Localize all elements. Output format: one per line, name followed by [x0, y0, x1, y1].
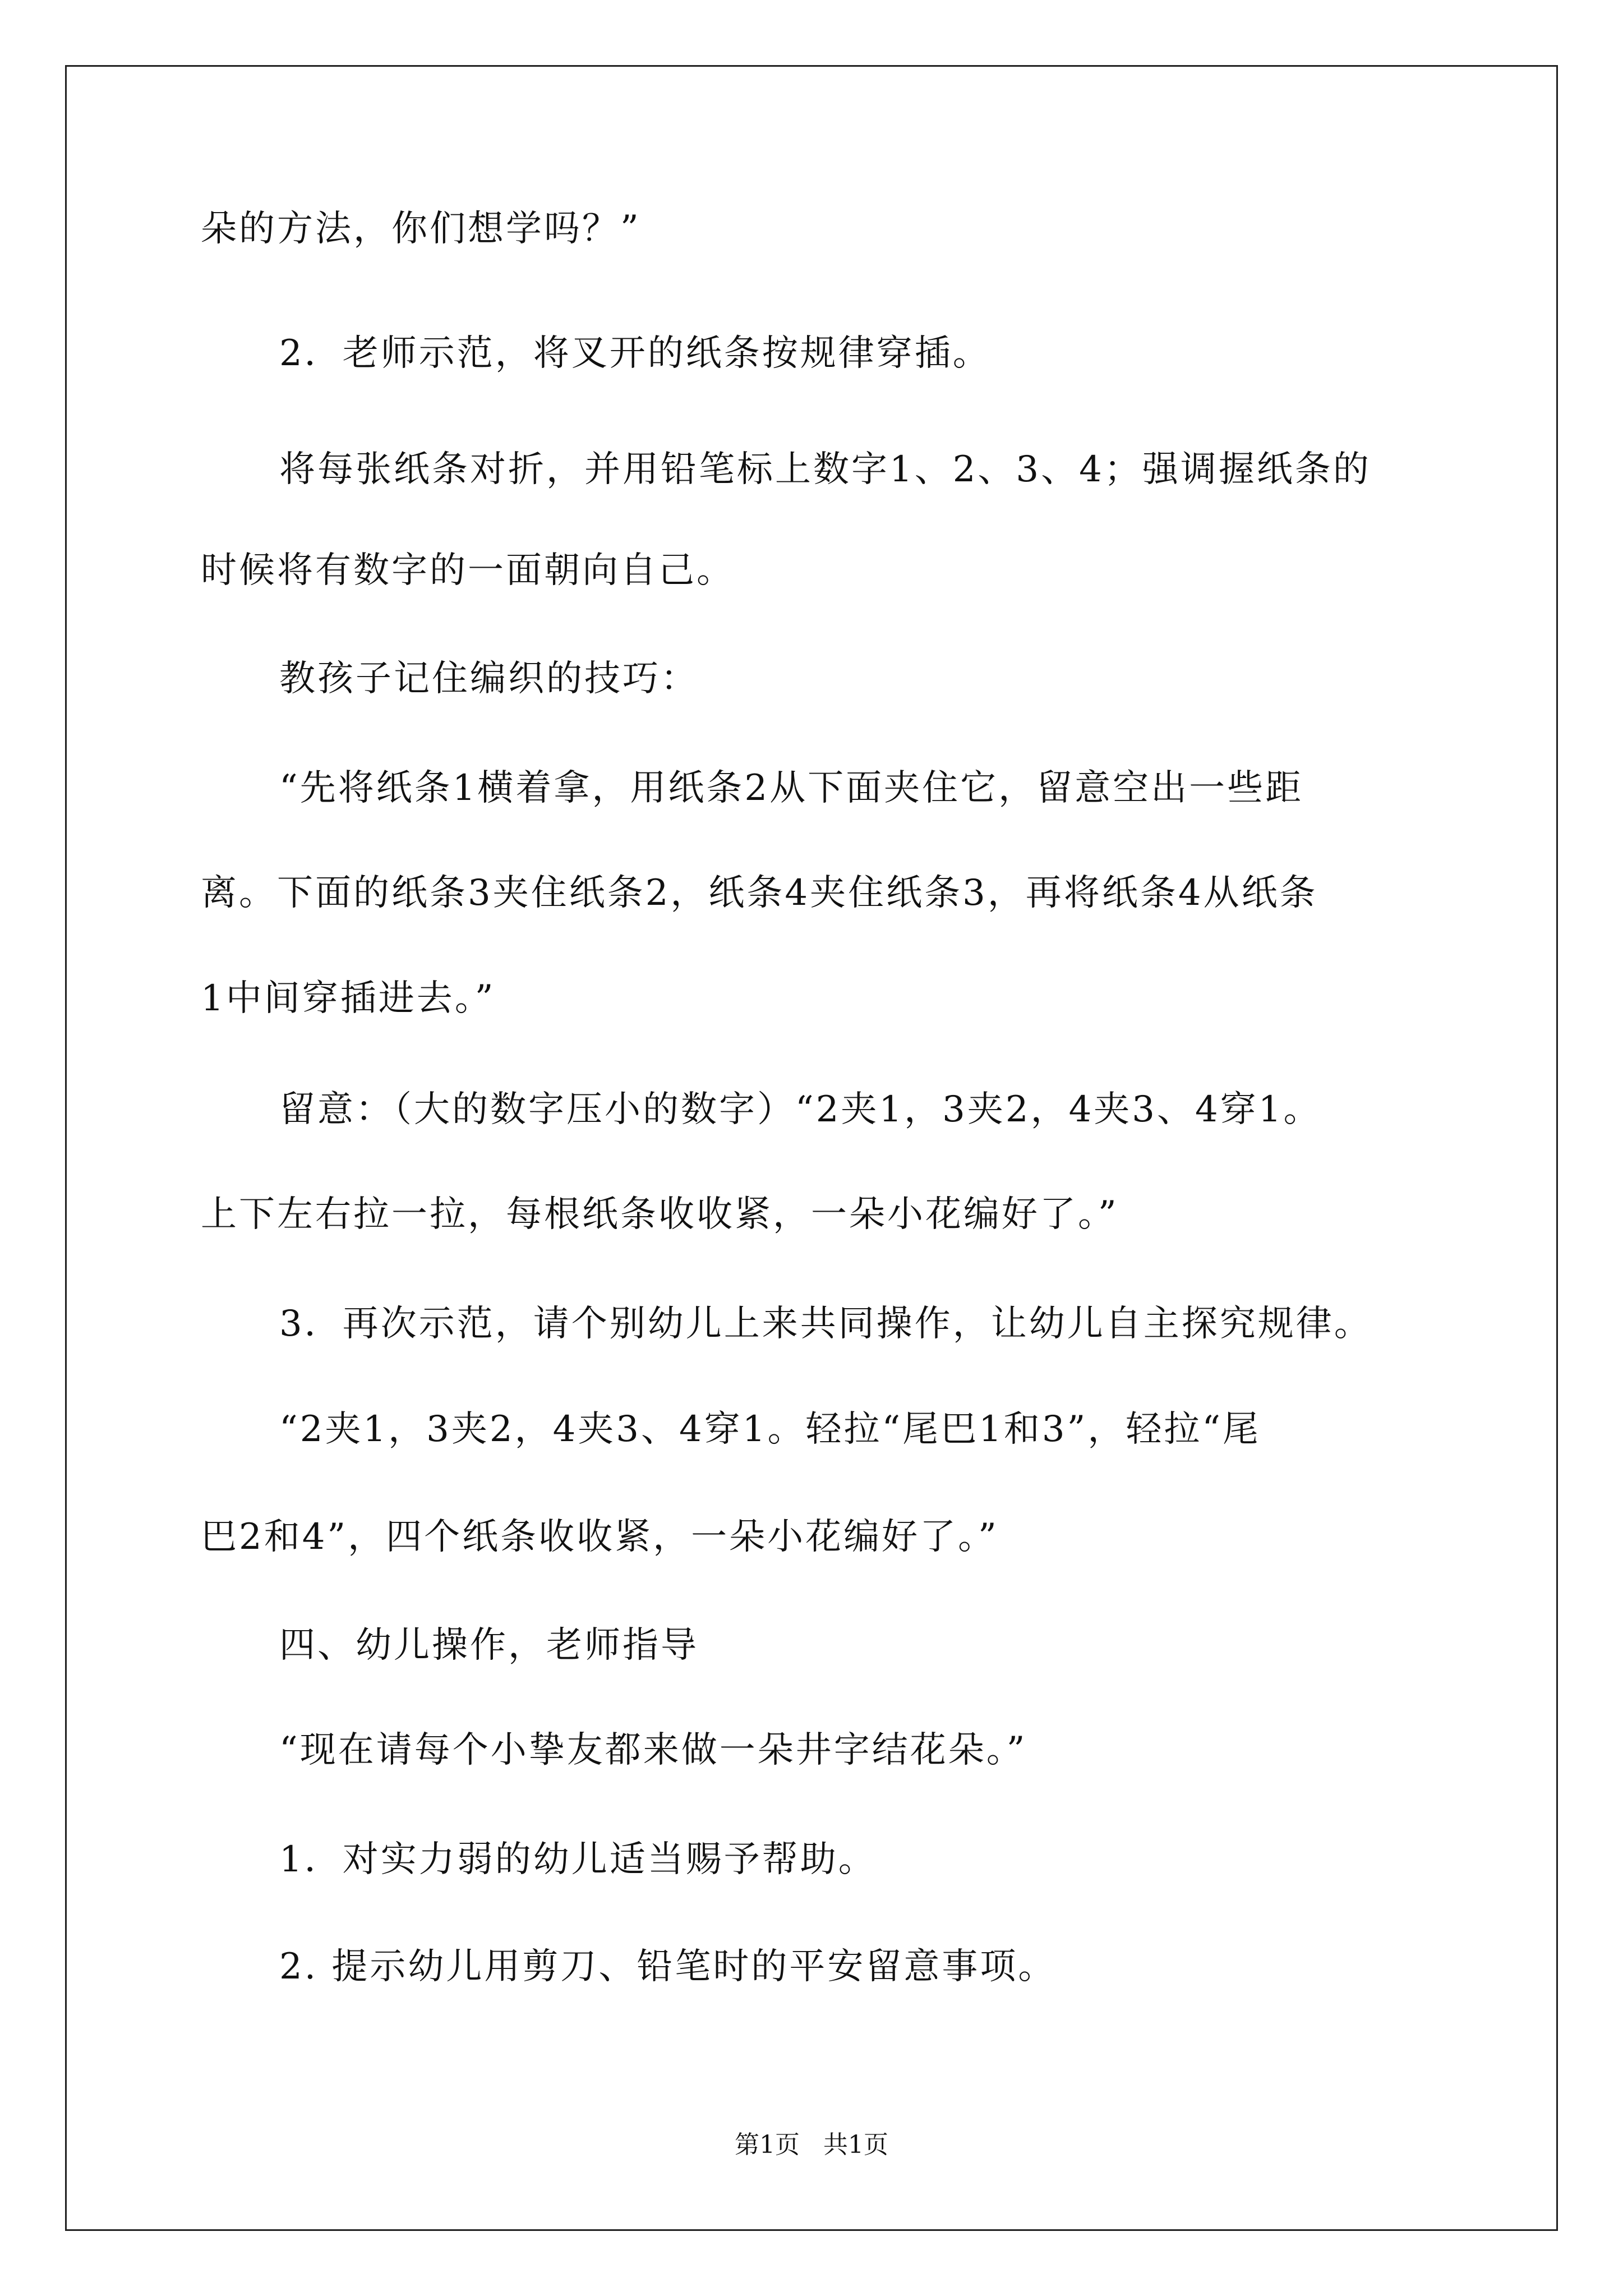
text-line: 1．对实力弱的幼儿适当赐予帮助。: [279, 1839, 877, 1880]
text-line: 时候将有数字的一面朝向自己。: [201, 550, 735, 591]
text-line: 巴2和4”，四个纸条收收紧，一朵小花编好了。”: [201, 1516, 999, 1558]
text-line: “现在请每个小挚友都来做一朵井字结花朵。”: [279, 1729, 1027, 1771]
text-line: 1中间穿插进去。”: [201, 978, 496, 1019]
text-line: 上下左右拉一拉，每根纸条收收紧，一朵小花编好了。”: [201, 1194, 1119, 1235]
text-line: 将每张纸条对折，并用铅笔标上数字1、2、3、4；强调握纸条的: [279, 449, 1371, 490]
text-line: “先将纸条1横着拿，用纸条2从下面夹住它，留意空出一些距: [279, 767, 1304, 809]
text-line: 留意：（大的数字压小的数字）“2夹1，3夹2，4夹3、4穿1。: [279, 1089, 1322, 1130]
text-line: 教孩子记住编织的技巧：: [279, 658, 699, 700]
text-line: 朵的方法，你们想学吗？”: [201, 208, 641, 250]
text-line: 2．老师示范，将叉开的纸条按规律穿插。: [279, 333, 991, 374]
text-line: 3．再次示范，请个别幼儿上来共同操作，让幼儿自主探究规律。: [279, 1303, 1372, 1345]
text-line: 2. 提示幼儿用剪刀、铅笔时的平安留意事项。: [279, 1946, 1057, 1987]
text-line: 四、幼儿操作，老师指导: [279, 1625, 699, 1666]
page-frame: [65, 65, 1558, 2231]
page-footer: 第1页 共1页: [735, 2131, 888, 2159]
text-line: “2夹1，3夹2，4夹3、4穿1。轻拉“尾巴1和3”，轻拉“尾: [279, 1409, 1261, 1450]
text-line: 离。下面的纸条3夹住纸条2，纸条4夹住纸条3，再将纸条4从纸条: [201, 872, 1318, 914]
